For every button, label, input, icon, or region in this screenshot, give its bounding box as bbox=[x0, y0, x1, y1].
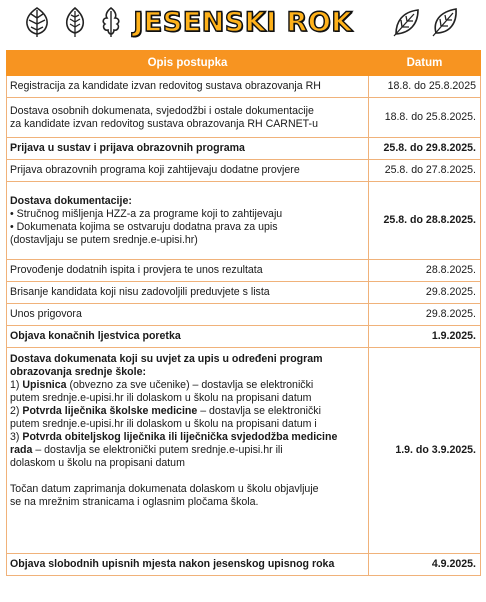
document-item-2: 2) Potvrda liječnika školske medicine – dostavlja se elektronički bbox=[10, 405, 321, 417]
table-row bbox=[7, 260, 481, 282]
table-row bbox=[7, 348, 481, 554]
document-item-1: 1) Upisnica (obvezno za sve učenike) – dostavlja se elektronički bbox=[10, 379, 314, 391]
leaf-icon bbox=[430, 6, 460, 38]
row-description bbox=[7, 182, 369, 260]
description-line: za kandidate izvan redovitog sustava obrazovanja RH CARNET-u bbox=[10, 117, 318, 130]
row-date: 29.8.2025. bbox=[369, 282, 481, 304]
row-description: Registracija za kandidate izvan redovitog sustava obrazovanja RH bbox=[7, 76, 369, 98]
table-header-row bbox=[7, 51, 481, 76]
row-date: 28.8.2025. bbox=[369, 260, 481, 282]
table-row bbox=[7, 76, 481, 98]
row-heading: obrazovanja srednje škole: bbox=[10, 366, 147, 378]
banner bbox=[0, 0, 486, 46]
row-footer: se na mrežnim stranicama i oglasnim pločama škola. bbox=[10, 496, 259, 508]
row-date: 1.9.2025. bbox=[369, 326, 481, 348]
table-row bbox=[7, 182, 481, 260]
document-item-3-cont: rada – dostavlja se elektronički putem srednje.e-upisi.hr ili bbox=[10, 444, 283, 456]
birch-leaf-icon bbox=[60, 6, 90, 38]
table-row bbox=[7, 160, 481, 182]
row-description: Unos prigovora bbox=[7, 304, 369, 326]
document-item-3-cont: dolaskom u školu na propisani datum bbox=[10, 457, 185, 469]
document-item-1-cont: putem srednje.e-upisi.hr ili dolaskom u školu na propisani datum bbox=[10, 392, 312, 404]
page-title: JESENSKI ROK bbox=[133, 7, 353, 38]
row-date: 25.8. do 28.8.2025. bbox=[369, 182, 481, 260]
header-description: Opis postupka bbox=[7, 51, 369, 76]
row-description bbox=[7, 348, 369, 554]
table-row bbox=[7, 554, 481, 576]
bullet-item: • Dokumenata kojima se ostvaruju dodatna prava za upis bbox=[10, 220, 278, 233]
row-description: Objava slobodnih upisnih mjesta nakon jesenskog upisnog roka bbox=[7, 554, 369, 576]
schedule-table bbox=[6, 50, 481, 576]
table-row bbox=[7, 138, 481, 160]
row-date: 18.8. do 25.8.2025. bbox=[369, 98, 481, 138]
document-item-2-cont: putem srednje.e-upisi.hr ili dolaskom u školu na propisani datum i bbox=[10, 418, 317, 430]
row-description: Brisanje kandidata koji nisu zadovoljili preduvjete s lista bbox=[7, 282, 369, 304]
row-date: 25.8. do 27.8.2025. bbox=[369, 160, 481, 182]
row-description bbox=[7, 98, 369, 138]
row-date: 29.8.2025. bbox=[369, 304, 481, 326]
row-heading: Dostava dokumentacije: bbox=[10, 194, 132, 207]
description-line: Dostava osobnih dokumenata, svjedodžbi i ostale dokumentacije bbox=[10, 104, 314, 117]
leaf-icon bbox=[22, 6, 52, 38]
row-note: (dostavljaju se putem srednje.e-upisi.hr) bbox=[10, 233, 198, 246]
table-row bbox=[7, 326, 481, 348]
row-description: Objava konačnih ljestvica poretka bbox=[7, 326, 369, 348]
row-description: Provođenje dodatnih ispita i provjera te unos rezultata bbox=[7, 260, 369, 282]
table-row bbox=[7, 282, 481, 304]
row-description: Prijava obrazovnih programa koji zahtijevaju dodatne provjere bbox=[7, 160, 369, 182]
table-row bbox=[7, 304, 481, 326]
row-date: 25.8. do 29.8.2025. bbox=[369, 138, 481, 160]
row-footer: Točan datum zaprimanja dokumenata dolaskom u školu objavljuje bbox=[10, 483, 319, 495]
row-date: 1.9. do 3.9.2025. bbox=[369, 348, 481, 554]
row-date: 4.9.2025. bbox=[369, 554, 481, 576]
row-heading: Dostava dokumenata koji su uvjet za upis u određeni program bbox=[10, 353, 323, 365]
document-item-3: 3) Potvrda obiteljskog liječnika ili liječnička svjedodžba medicine bbox=[10, 431, 338, 443]
row-date: 18.8. do 25.8.2025 bbox=[369, 76, 481, 98]
bullet-item: • Stručnog mišljenja HZZ-a za programe koji to zahtijevaju bbox=[10, 207, 283, 220]
row-description: Prijava u sustav i prijava obrazovnih programa bbox=[7, 138, 369, 160]
table-row bbox=[7, 98, 481, 138]
header-date: Datum bbox=[369, 51, 481, 76]
elm-leaf-icon bbox=[392, 6, 422, 38]
